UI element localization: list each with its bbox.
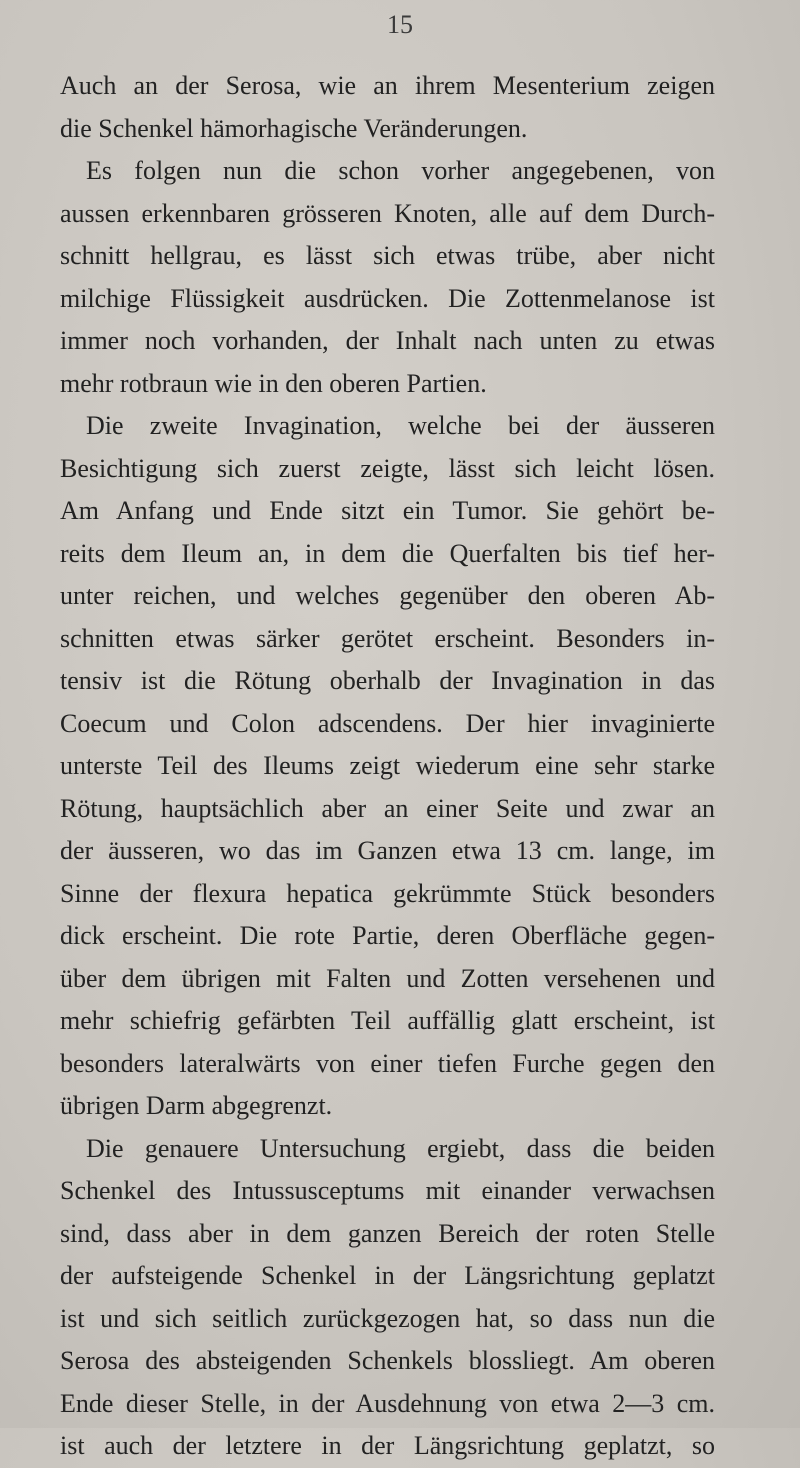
text-line: Auch an der Serosa, wie an ihrem Mesenterium zeigen bbox=[60, 71, 715, 100]
text-line: Coecum und Colon adscendens. Der hier invaginierte bbox=[60, 708, 715, 738]
text-line: milchige Flüssigkeit ausdrücken. Die Zottenmelanose ist bbox=[60, 283, 715, 313]
text-line: ist auch der letztere in der Längsrichtung geplatzt, so bbox=[60, 1431, 715, 1460]
text-line: Die genauere Untersuchung ergiebt, dass die beiden bbox=[86, 1133, 715, 1163]
text-line: ist und sich seitlich zurückgezogen hat, so dass nun die bbox=[60, 1303, 715, 1333]
text-line: die Schenkel hämorhagische Veränderungen. bbox=[60, 113, 528, 143]
text-line: mehr rotbraun wie in den oberen Partien. bbox=[60, 368, 487, 398]
text-line: Rötung, hauptsächlich aber an einer Seite und zwar an bbox=[60, 793, 715, 823]
text-line: übrigen Darm abgegrenzt. bbox=[60, 1091, 333, 1120]
text-line: Besichtigung sich zuerst zeigte, lässt sich leicht lösen. bbox=[60, 453, 715, 483]
text-line: unterste Teil des Ileums zeigt wiederum eine sehr starke bbox=[60, 751, 715, 780]
body-text bbox=[60, 65, 715, 1468]
page-number: 15 bbox=[387, 10, 413, 39]
text-line: unter reichen, und welches gegenüber den oberen Ab- bbox=[60, 581, 715, 610]
text-line: Ende dieser Stelle, in der Ausdehnung von etwa 2—3 cm. bbox=[60, 1388, 715, 1418]
text-line: Sinne der flexura hepatica gekrümmte Stück besonders bbox=[60, 878, 715, 908]
text-line: Es folgen nun die schon vorher angegebenen, von bbox=[86, 156, 715, 185]
text-line: der äusseren, wo das im Ganzen etwa 13 cm. lange, im bbox=[60, 836, 715, 865]
text-line: dick erscheint. Die rote Partie, deren Oberfläche gegen- bbox=[60, 921, 715, 950]
text-line: schnitten etwas särker gerötet erscheint. Besonders in- bbox=[60, 623, 715, 653]
text-line: über dem übrigen mit Falten und Zotten versehenen und bbox=[60, 963, 715, 993]
text-line: besonders lateralwärts von einer tiefen Furche gegen den bbox=[60, 1048, 715, 1078]
text-line: Schenkel des Intussusceptums mit einander verwachsen bbox=[60, 1176, 715, 1205]
text-line: der aufsteigende Schenkel in der Längsrichtung geplatzt bbox=[60, 1261, 715, 1290]
text-line: reits dem Ileum an, in dem die Querfalten bis tief her- bbox=[60, 538, 715, 568]
text-line: Die zweite Invagination, welche bei der äusseren bbox=[86, 411, 715, 440]
text-line: schnitt hellgrau, es lässt sich etwas trübe, aber nicht bbox=[60, 241, 715, 270]
text-line: sind, dass aber in dem ganzen Bereich der roten Stelle bbox=[60, 1218, 715, 1248]
text-line: aussen erkennbaren grösseren Knoten, alle auf dem Durch- bbox=[60, 198, 715, 228]
text-line: immer noch vorhanden, der Inhalt nach unten zu etwas bbox=[60, 326, 715, 355]
text-line: tensiv ist die Rötung oberhalb der Invagination in das bbox=[60, 666, 715, 695]
text-line: mehr schiefrig gefärbten Teil auffällig glatt erscheint, ist bbox=[60, 1006, 715, 1035]
text-line: Serosa des absteigenden Schenkels blossliegt. Am oberen bbox=[60, 1346, 715, 1375]
text-line: Am Anfang und Ende sitzt ein Tumor. Sie gehört be- bbox=[60, 496, 715, 525]
